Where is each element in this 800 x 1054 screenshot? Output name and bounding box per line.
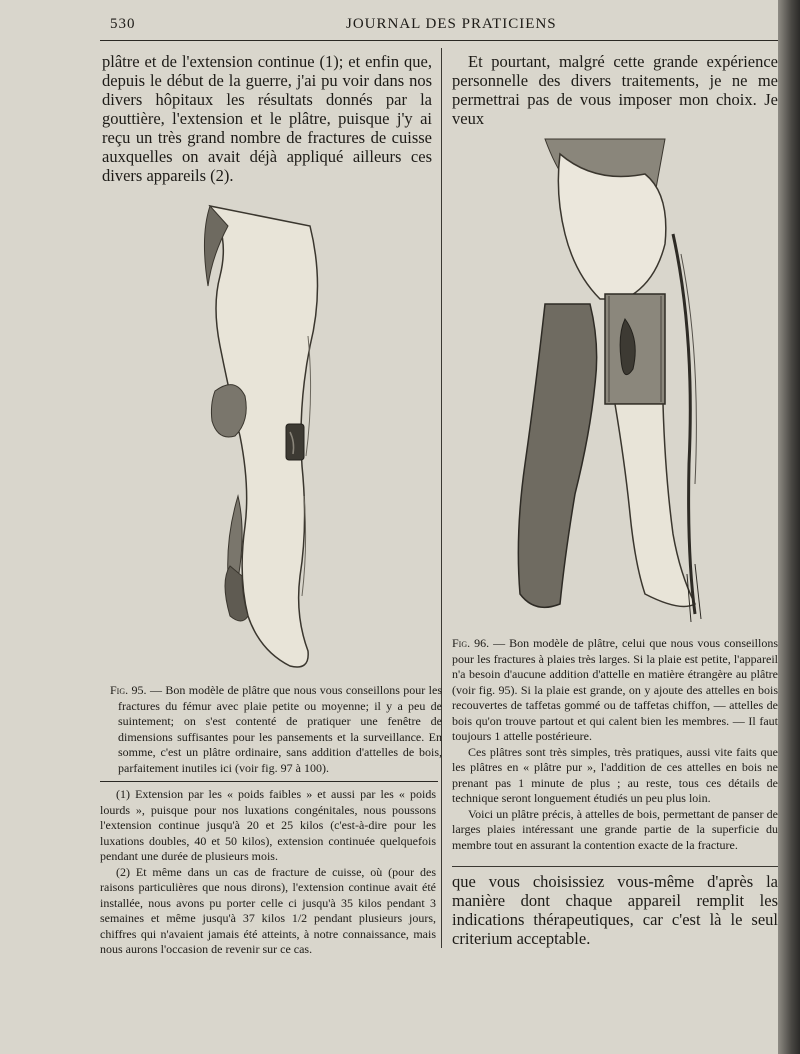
page-header <box>60 16 780 38</box>
figure-96-label: Fig. 96. <box>452 636 490 650</box>
footnote-rule <box>100 781 438 782</box>
figure-96-illustration <box>505 134 705 624</box>
figure-96-paragraph-3: Voici un plâtre précis, à attelles de bois, permettant de panser de larges plaies intéressant une grande partie de la superficie du membre tout en assurant la contention exacte de la fracture. <box>452 806 778 852</box>
leg-cast-drawing <box>190 196 340 676</box>
left-paragraph: plâtre et de l'extension continue (1); et enfin que, depuis le début de la guerre, j'ai pu voir dans nos divers hôpitaux les résultats donnés par la gouttière, l'extension et le plâtre, puisque j'y ai reçu un très grand nombre de fractures de cuisse auxquelles on avait déjà appliqué ailleurs ces divers appareils (2). <box>102 52 432 185</box>
footnote-2: (2) Et même dans un cas de fracture de cuisse, où (pour des raisons particulières que nous dirons), l'extension continue avait été installée, nous avons pu porter celle ci jusqu'à 35 kilos pendant 3 semaines et même jusqu'à 37 kilos 1/2 pendant plusieurs jours, chiffres qui n'avaient jamais été atteints, à notre connaissance, mais nous aurons l'occasion de revenir sur ce cas. <box>100 864 436 956</box>
right-column-rule <box>452 866 778 867</box>
figure-95-illustration <box>190 196 340 676</box>
book-gutter-shadow <box>778 0 800 1054</box>
leg-splint-drawing <box>505 134 705 624</box>
cast-window <box>286 424 304 460</box>
figure-95-caption-text: — Bon modèle de plâtre que nous vous conseillons pour les fractures du fémur avec plaie petite ou moyenne; il y a peu de suintement; on s'est contenté de pratiquer une fenêtre de dimensions suffisantes pour les pansements et la surveillance. En somme, c'est un plâtre ordinaire, sans addition d'attelles de bois, parfaitement inutiles ici (voir fig. 97 à 100). <box>118 683 443 775</box>
right-bottom-paragraph: que vous choisissiez vous-même d'après la manière dont chaque appareil remplit les indications thérapeutiques, car c'est là le seul criterium acceptable. <box>452 872 778 948</box>
running-head: JOURNAL DES PRATICIENS <box>346 16 557 32</box>
right-column-bottom <box>452 872 778 948</box>
page-number: 530 <box>110 16 136 32</box>
figure-96-caption <box>452 636 778 745</box>
right-top-paragraph: Et pourtant, malgré cette grande expérience personnelle des divers traitements, je ne me permettrai pas de vous imposer mon choix. Je veux <box>452 52 778 128</box>
right-column-top <box>452 52 778 128</box>
figure-96-caption-text: — Bon modèle de plâtre, celui que nous vous conseillons pour les fractures à plaies très larges. Si la plaie est petite, l'appareil n'a besoin d'aucune addition d'attelle en matière étrangère au plâtre (voir fig. 95). Si la plaie est grande, on y ajoute des attelles en bois recouvertes de taffetas gommé ou de taffetas chiffon, — attelles de bois qu'on trouve partout et qui calent bien les membres. — Il faut toujours 1 attelle postérieure. <box>452 636 778 743</box>
figure-96-paragraph-2: Ces plâtres sont très simples, très pratiques, aussi vite faits que les plâtres en « plâtre pur », l'addition de ces attelles en bois ne prenant pas 1 minute de plus ; au reste, tous ces détails de technique seront longuement étudiés un peu plus loin. <box>452 744 778 805</box>
header-rule <box>100 40 780 41</box>
column-divider <box>441 48 442 948</box>
figure-95-label: Fig. 95. <box>110 683 147 697</box>
footnote-1: (1) Extension par les « poids faibles » et aussi par les « poids lourds », puisque pour nos luxations congénitales, nous poussons l'extension continue jusqu'à 20 et 25 kilos (c'est-à-dire pour les luxations doubles, 40 et 50 kilos), extension continuée quelquefois pendant une durée de plusieurs mois. <box>100 787 436 863</box>
figure-95-caption <box>110 683 442 776</box>
left-column <box>102 52 432 185</box>
footnotes <box>100 787 436 958</box>
figure-96-caption-block <box>452 636 778 853</box>
